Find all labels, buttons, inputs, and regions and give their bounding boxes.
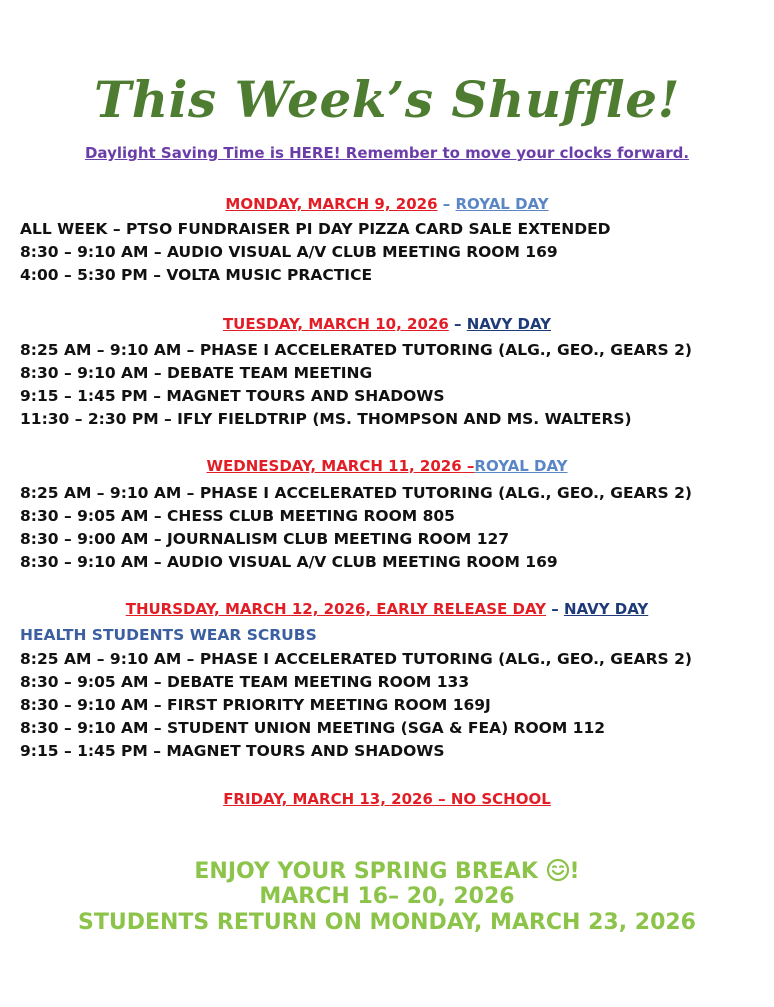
health-note: HEALTH STUDENTS WEAR SCRUBS	[20, 626, 317, 644]
list-item: 8:30 – 9:10 AM – STUDENT UNION MEETING (SGA & FEA) ROOM 112	[20, 719, 606, 737]
monday-color-day: ROYAL DAY	[455, 195, 549, 213]
wednesday-date: WEDNESDAY, MARCH 11, 2026	[206, 457, 462, 475]
list-item: 9:15 – 1:45 PM – MAGNET TOURS AND SHADOWS	[20, 742, 445, 760]
list-item: 8:30 – 9:05 AM – CHESS CLUB MEETING ROOM 805	[20, 507, 455, 525]
list-item: 8:25 AM – 9:10 AM – PHASE I ACCELERATED TUTORING (ALG., GEO., GEARS 2)	[20, 484, 692, 502]
friday-date: FRIDAY, MARCH 13, 2026 – NO SCHOOL	[223, 790, 551, 808]
wednesday-sep: –	[461, 457, 475, 475]
thursday-date: THURSDAY, MARCH 12, 2026, EARLY RELEASE DAY	[125, 600, 546, 618]
wednesday-color-day: ROYAL DAY	[474, 457, 568, 475]
tuesday-date: TUESDAY, MARCH 10, 2026	[222, 315, 449, 333]
list-item: 11:30 – 2:30 PM – IFLY FIELDTRIP (MS. THOMPSON AND MS. WALTERS)	[20, 410, 632, 428]
tuesday-header	[0, 315, 774, 333]
friday-header	[0, 790, 774, 808]
list-item: 8:25 AM – 9:10 AM – PHASE I ACCELERATED TUTORING (ALG., GEO., GEARS 2)	[20, 341, 692, 359]
list-item: 8:30 – 9:00 AM – JOURNALISM CLUB MEETING ROOM 127	[20, 530, 510, 548]
spring-break-exclaim: !	[569, 859, 580, 884]
spring-break-dates: MARCH 16– 20, 2026	[259, 884, 515, 909]
thursday-color-day: NAVY DAY	[563, 600, 649, 618]
list-item: 4:00 – 5:30 PM – VOLTA MUSIC PRACTICE	[20, 266, 373, 284]
wednesday-header	[0, 457, 774, 475]
list-item: ALL WEEK – PTSO FUNDRAISER PI DAY PIZZA CARD SALE EXTENDED	[20, 220, 611, 238]
list-item: 8:30 – 9:10 AM – DEBATE TEAM MEETING	[20, 364, 373, 382]
list-item: 8:30 – 9:05 AM – DEBATE TEAM MEETING ROOM 133	[20, 673, 470, 691]
monday-sep: –	[437, 195, 456, 213]
tuesday-sep: –	[448, 315, 467, 333]
list-item: 9:15 – 1:45 PM – MAGNET TOURS AND SHADOWS	[20, 387, 445, 405]
spring-break-text: ENJOY YOUR SPRING BREAK	[194, 859, 538, 884]
monday-header	[0, 195, 774, 213]
list-item: 8:25 AM – 9:10 AM – PHASE I ACCELERATED TUTORING (ALG., GEO., GEARS 2)	[20, 650, 692, 668]
dst-reminder: Daylight Saving Time is HERE! Remember to move your clocks forward.	[84, 144, 690, 162]
list-item: 8:30 – 9:10 AM – AUDIO VISUAL A/V CLUB MEETING ROOM 169	[20, 243, 558, 261]
thursday-header	[0, 600, 774, 618]
return-date: STUDENTS RETURN ON MONDAY, MARCH 23, 2026	[78, 910, 696, 935]
monday-date: MONDAY, MARCH 9, 2026	[225, 195, 438, 213]
page-title: This Week’s Shuffle!	[93, 70, 680, 129]
list-item: 8:30 – 9:10 AM – AUDIO VISUAL A/V CLUB MEETING ROOM 169	[20, 553, 558, 571]
tuesday-color-day: NAVY DAY	[466, 315, 552, 333]
thursday-sep: –	[545, 600, 564, 618]
list-item: 8:30 – 9:10 AM – FIRST PRIORITY MEETING ROOM 169J	[20, 696, 491, 714]
